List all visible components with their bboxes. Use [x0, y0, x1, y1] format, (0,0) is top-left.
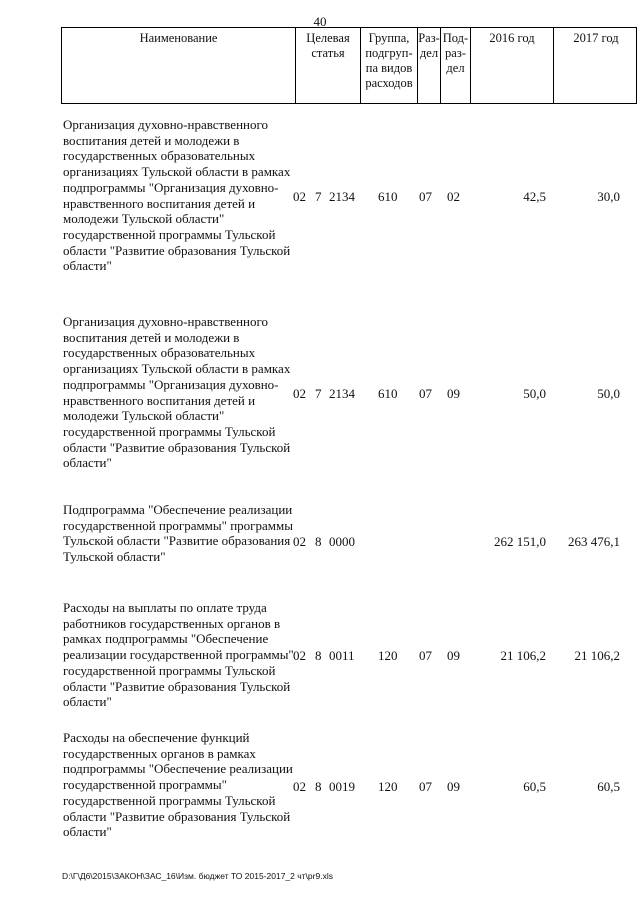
row-group: 120: [378, 779, 398, 794]
header-target-article: Целевая статья: [295, 28, 360, 103]
row-cs3: 0019: [329, 779, 355, 794]
row-cs1: 02: [293, 386, 306, 401]
row-section: 07: [419, 189, 432, 204]
row-cs3: 0011: [329, 648, 355, 663]
header-group: Группа, подгруп- па видов расходов: [360, 28, 417, 103]
row-subsection: 02: [447, 189, 460, 204]
row-2017: 50,0: [597, 386, 620, 401]
header-name: Наименование: [139, 31, 218, 45]
row-cs1: 02: [293, 779, 306, 794]
row-group: 610: [378, 386, 398, 401]
row-cs3: 2134: [329, 386, 355, 401]
row-cs1: 02: [293, 189, 306, 204]
row-section: 07: [419, 779, 432, 794]
header-subsection: Под- раз- дел: [440, 28, 470, 103]
header-2017: 2017 год: [553, 28, 638, 103]
page-number: 40: [313, 14, 327, 29]
row-group: 120: [378, 648, 398, 663]
row-cs3: 0000: [329, 534, 355, 549]
row-2017: 263 476,1: [568, 534, 620, 549]
row-section: 07: [419, 648, 432, 663]
row-2016: 50,0: [523, 386, 546, 401]
row-cs3: 2134: [329, 189, 355, 204]
row-subsection: 09: [447, 779, 460, 794]
header-2016: 2016 год: [470, 28, 553, 103]
row-2017: 60,5: [597, 779, 620, 794]
row-2017: 30,0: [597, 189, 620, 204]
row-2017: 21 106,2: [574, 648, 620, 663]
row-cs2: 8: [315, 648, 322, 663]
row-cs2: 7: [315, 189, 322, 204]
row-name: Подпрограмма "Обеспечение реализации государственной программы" программы Тульской области "Развитие образования Тульской области": [63, 502, 293, 565]
row-name: Организация духовно-нравственного воспитания детей и молодежи в государственных образовательных организациях Тульской области в рамках подпрограммы "Организация духовно-нравственного воспитания детей и молодежи Тульской области" государственной программы Тульской области "Развитие образования Тульской области": [63, 314, 291, 471]
row-cs2: 7: [315, 386, 322, 401]
row-name: Расходы на выплаты по оплате труда работников государственных органов в рамках подпрограммы "Обеспечение реализации государственной программы" государственной программы Тульской области "Развитие образования Тульской области": [63, 600, 294, 710]
row-cs1: 02: [293, 534, 306, 549]
row-2016: 262 151,0: [494, 534, 546, 549]
row-2016: 21 106,2: [500, 648, 546, 663]
row-cs1: 02: [293, 648, 306, 663]
row-name: Организация духовно-нравственного воспитания детей и молодежи в государственных образовательных организациях Тульской области в рамках подпрограммы "Организация духовно-нравственного воспитания детей и молодежи Тульской области" государственной программы Тульской области "Развитие образования Тульской области": [63, 117, 291, 274]
row-subsection: 09: [447, 386, 460, 401]
table-header: [61, 27, 637, 104]
row-cs2: 8: [315, 779, 322, 794]
row-section: 07: [419, 386, 432, 401]
row-2016: 60,5: [523, 779, 546, 794]
row-group: 610: [378, 189, 398, 204]
file-path-footer: D:\Г\Д6\2015\ЗАКОН\ЗАС_16\Изм. бюджет ТО 2015-2017_2 чт\pr9.xls: [62, 871, 333, 881]
row-name: Расходы на обеспечение функций государственных органов в рамках подпрограммы "Обеспечение реализации государственной программы" государственной программы Тульской области "Развитие образования Тульской области": [63, 730, 293, 840]
row-2016: 42,5: [523, 189, 546, 204]
row-cs2: 8: [315, 534, 322, 549]
header-section: Раз- дел: [417, 28, 440, 103]
row-subsection: 09: [447, 648, 460, 663]
